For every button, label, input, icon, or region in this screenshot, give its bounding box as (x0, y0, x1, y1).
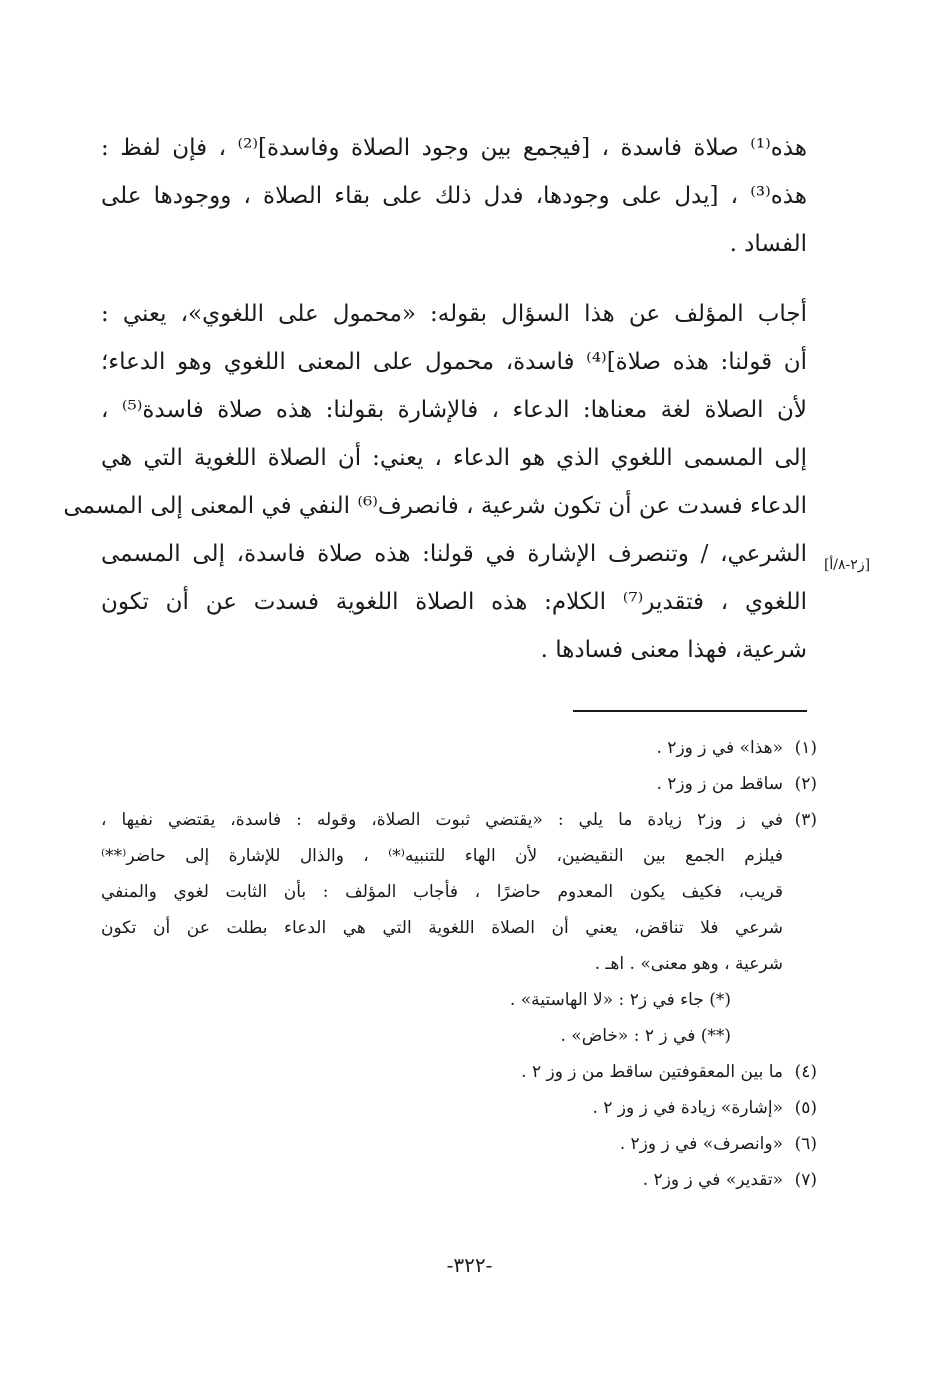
page-number: -٣٢٢- (446, 1253, 493, 1277)
footnote-text: فيلزم الجمع بين النقيضين، لأن الهاء للتنبيه⁽*⁾ ، والذال للإشارة إلى حاضر⁽**⁾ (101, 846, 783, 866)
footnote-text: شرعي فلا تناقض، يعني أن الصلاة اللغوية التي هي الدعاء بطلت عن أن تكون (101, 918, 783, 938)
footnote-text: «وانصرف» في ز وز٢ . (619, 1134, 783, 1154)
footnote-3 (101, 802, 817, 1054)
footnote-number: (١) (794, 738, 817, 758)
sub-footnote: (**) في ز ٢ : «خاض» . (560, 1026, 731, 1046)
text-line: إلى المسمى اللغوي الذي هو الدعاء ، يعني: أن الصلاة اللغوية التي هي (101, 445, 807, 471)
footnote-text: «إشارة» زيادة في ز وز ٢ . (592, 1098, 783, 1118)
paragraph-gap (101, 268, 807, 290)
footnote-number: (٥) (794, 1098, 817, 1118)
footnote-4 (101, 1054, 817, 1090)
text-line: أن قولنا: هذه صلاة]⁽⁴⁾ فاسدة، محمول على المعنى اللغوي وهو الدعاء؛ (101, 349, 807, 375)
footnote-number: (٣) (794, 810, 817, 830)
text-line: الدعاء فسدت عن أن تكون شرعية ، فانصرف⁽⁶⁾ النفي في المعنى إلى المسمى (63, 493, 807, 519)
text-line: أجاب المؤلف عن هذا السؤال بقوله: «محمول على اللغوي»، يعني : (101, 301, 807, 327)
footnotes (101, 730, 817, 1198)
footnote-number: (٤) (794, 1062, 817, 1082)
footnote-text: شرعية ، وهو معنى» . اهـ . (594, 954, 783, 974)
sub-footnote: (*) جاء في ز٢ : «لا الهاستية» . (509, 990, 731, 1010)
text-line: لأن الصلاة لغة معناها: الدعاء ، فالإشارة بقولنا: هذه صلاة فاسدة⁽⁵⁾ ، (101, 397, 807, 423)
footnote-5 (101, 1090, 817, 1126)
text-line: هذه⁽³⁾ ، [يدل على وجودها، فدل ذلك على بقاء الصلاة ، ووجودها على (101, 183, 807, 209)
footnote-6 (101, 1126, 817, 1162)
text-line: شرعية، فهذا معنى فسادها . (540, 637, 807, 663)
footnote-7 (101, 1162, 817, 1198)
footnote-number: (٦) (794, 1134, 817, 1154)
manuscript-folio-note: [ز٢-٨/أ] (823, 557, 871, 573)
text-line: هذه⁽¹⁾ صلاة فاسدة ، [فيجمع بين وجود الصلاة وفاسدة]⁽²⁾ ، فإن لفظ : (101, 135, 807, 161)
footnote-text: «هذا» في ز وز٢ . (656, 738, 783, 758)
footnote-number: (٢) (794, 774, 817, 794)
footnote-text: في ز وز٢ زيادة ما يلي : «يقتضي ثبوت الصلاة، وقوله : فاسدة، يقتضي نفيها ، (101, 810, 783, 830)
footnote-1 (101, 730, 817, 766)
text-line: اللغوي ، فتقدير⁽⁷⁾ الكلام: هذه الصلاة اللغوية فسدت عن أن تكون (101, 589, 807, 615)
footnote-text: ساقط من ز وز٢ . (656, 774, 783, 794)
footnote-number: (٧) (794, 1170, 817, 1190)
footnote-text: قريب، فكيف يكون المعدوم حاضرًا ، فأجاب المؤلف : بأن الثابت لغوي والمنفي (101, 882, 783, 902)
footnote-text: ما بين المعقوفتين ساقط من ز وز ٢ . (521, 1062, 783, 1082)
footnote-text: «تقدير» في ز وز٢ . (642, 1170, 783, 1190)
footnote-2 (101, 766, 817, 802)
footnote-separator (573, 710, 807, 712)
main-text (63, 124, 807, 674)
text-line: الشرعي، / وتنصرف الإشارة في قولنا: هذه صلاة فاسدة، إلى المسمى (101, 541, 807, 567)
text-line: الفساد . (729, 231, 807, 257)
